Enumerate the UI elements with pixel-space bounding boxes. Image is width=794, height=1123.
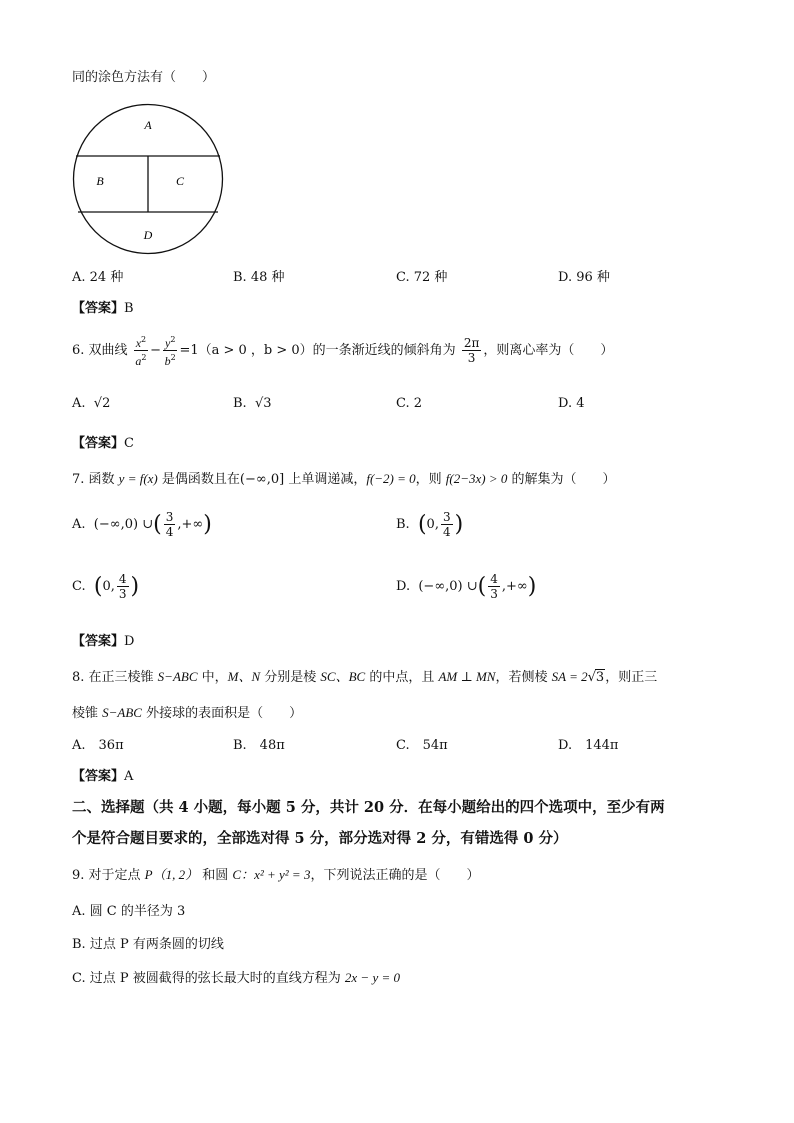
q8-option-c: C. 54π: [396, 738, 448, 753]
region-c-label: C: [175, 174, 185, 188]
q7-answer: [72, 630, 134, 649]
section-2-heading-line2: 个是符合题目要求的，全部选对得 5 分，部分选对得 2 分，有错选得 0 分）: [72, 830, 568, 847]
section-2-heading-line1: 二、选择题（共 4 小题，每小题 5 分，共计 20 分．在每小题给出的四个选项中，至少有两: [72, 799, 665, 816]
q5-option-a: A. 24 种: [72, 270, 124, 285]
answer-value: B: [124, 301, 134, 316]
q9-option-b: B. 过点 P 有两条圆的切线: [72, 937, 224, 952]
answer-label: 【答案】: [72, 301, 125, 316]
answer-label: 【答案】: [72, 769, 125, 784]
answer-label: 【答案】: [72, 436, 125, 451]
q8-stem-line1: 8. 在正三棱锥 S−ABC 中，M、N 分别是棱 SC、BC 的中点，且 AM ⊥ MN，若侧棱 SA = 2√3，则正三: [72, 669, 658, 685]
region-b-label: B: [96, 174, 104, 188]
q9-option-a: A. 圆 C 的半径为 3: [72, 904, 186, 919]
q5-answer: [72, 297, 134, 316]
q7-option-d: D. (−∞,0) ∪( $\frac{4}{3}$ ,+∞): [396, 572, 537, 601]
q6-option-c: C. 2: [396, 396, 423, 411]
region-a-label: A: [144, 118, 152, 132]
q8-option-d: D. 144π: [558, 738, 619, 753]
angle-fraction: $\frac{2\pi}{3}$: [463, 336, 480, 365]
q9-option-c: C. 过点 P 被圆截得的弦长最大时的直线方程为 2x − y = 0: [72, 970, 400, 986]
q7-option-a: A. (−∞,0) ∪( $\frac{3}{4}$ ,+∞): [72, 510, 212, 539]
q8-option-b: B. 48π: [233, 738, 285, 753]
q7-option-b: B. (0, $\frac{3}{4}$ ): [396, 510, 464, 539]
answer-label: 【答案】: [72, 634, 125, 649]
answer-value: A: [124, 769, 134, 784]
region-d-label: D: [143, 228, 153, 242]
q5-option-c: C. 72 种: [396, 270, 448, 285]
q5-option-b: B. 48 种: [233, 270, 285, 285]
q9-stem: 9. 对于定点 P（1, 2） 和圆 C：x² + y² = 3，下列说法正确的是（ ）: [72, 867, 480, 883]
q6-answer: [72, 432, 134, 451]
q7-option-c: C. (0, $\frac{4}{3}$ ): [72, 572, 140, 601]
q6-option-a: A. √2: [72, 396, 111, 411]
q6-option-b: B. √3: [233, 396, 272, 411]
q6-option-d: D. 4: [558, 396, 585, 411]
eq-rest: =1: [179, 343, 199, 358]
q5-stem-tail: 同的涂色方法有（ ）: [72, 70, 216, 85]
answer-value: D: [124, 634, 135, 649]
q8-answer: [72, 765, 133, 784]
x2-over-a2: $\frac{x^2}{a^2}$: [135, 335, 147, 368]
coloring-diagram: [70, 103, 226, 255]
q7-stem: 7. 函数 y = f(x) 是偶函数且在(−∞,0] 上单调递减，f(−2) = 0，则 f(2−3x) > 0 的解集为（ ）: [72, 471, 616, 487]
q6-stem: 6. 双曲线 $\frac{x^2}{a^2}$ − $\frac{y^2}{b^2}$ =1（a > 0 ，b > 0）的一条渐近线的倾斜角为 $\frac{2\pi}{3}$ ，则离心率为（ ）: [72, 335, 614, 368]
q6-number: 6. 双曲线: [72, 343, 128, 358]
q8-stem-line2: 棱锥 S−ABC 外接球的表面积是（ ）: [72, 705, 303, 721]
q6-condition: （a > 0 ，b > 0）的一条渐近线的倾斜角为: [198, 343, 456, 358]
q6-tail: ，则离心率为（ ）: [483, 343, 614, 358]
q8-option-a: A. 36π: [72, 738, 124, 753]
q5-option-d: D. 96 种: [558, 270, 610, 285]
answer-value: C: [124, 436, 134, 451]
y2-over-b2: $\frac{y^2}{b^2}$: [164, 335, 176, 368]
